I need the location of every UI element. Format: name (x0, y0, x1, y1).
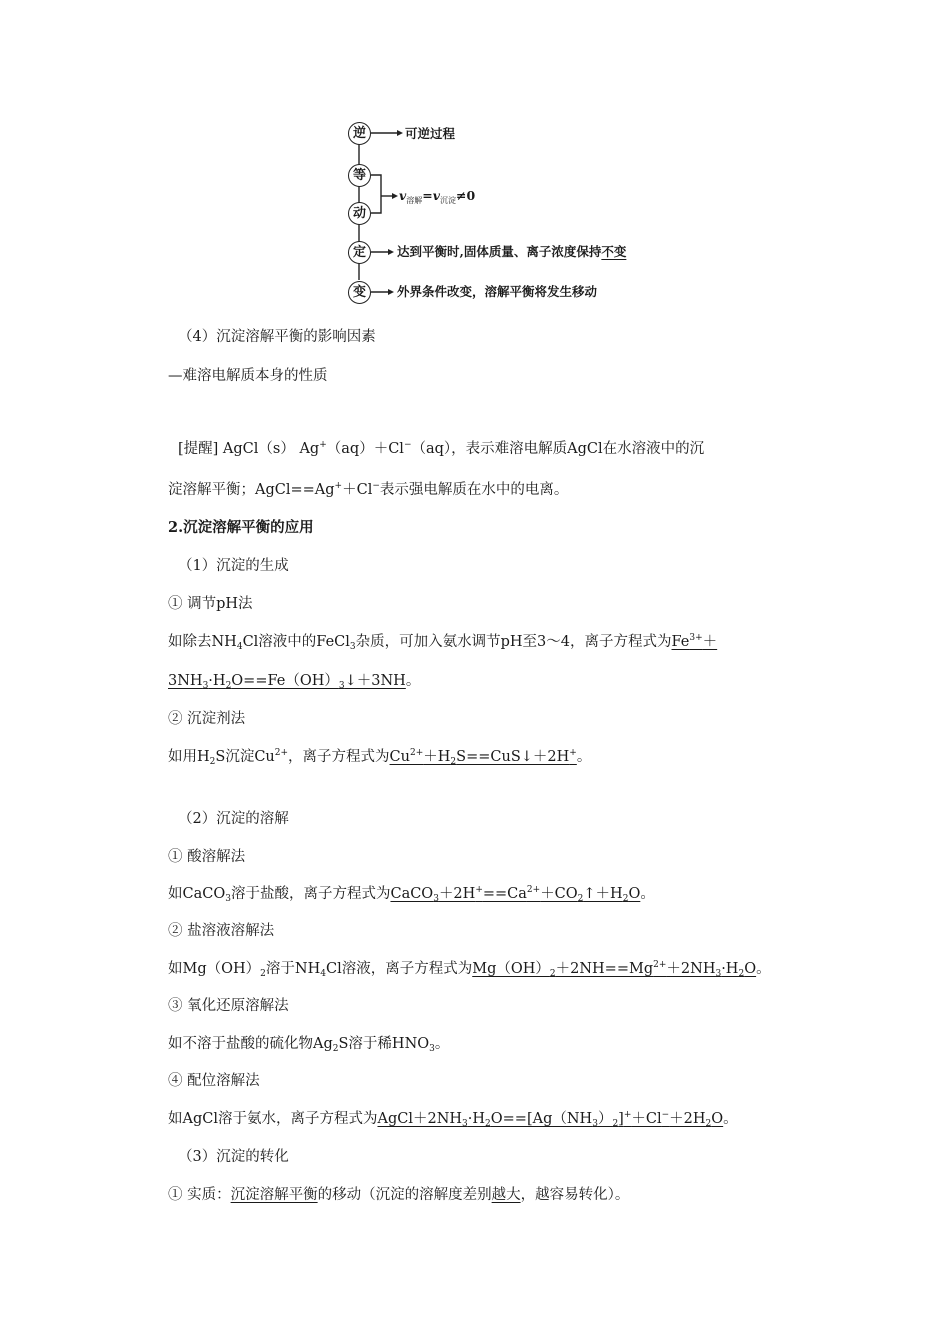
method-salt-solution: ② 盐溶液溶解法 (168, 923, 275, 939)
equilibrium-characteristics-diagram (340, 118, 640, 313)
node-change: 变 (348, 281, 371, 304)
method-precipitant: ② 沉淀剂法 (168, 711, 246, 727)
label-change: 外界条件改变，溶解平衡将发生移动 (397, 284, 598, 299)
precipitation-dissolution-heading: （2）沉淀的溶解 (178, 811, 289, 827)
conversion-essence-line: ① 实质：沉淀溶解平衡的移动（沉淀的溶解度差别越大，越容易转化）。 (168, 1187, 630, 1203)
method-coordination: ④ 配位溶解法 (168, 1073, 260, 1089)
example-agcl-line: 如AgCl溶于氨水，离子方程式为$AgCl+2NH_3\cdot H_2O==[Ag(NH_3)_2]^++Cl^-+2H_2O$。 (168, 1110, 738, 1129)
example-mgoh2-line: 如$Mg(OH)_2$溶于$NH_4Cl$溶液，离子方程式为$Mg(OH)_2+2NH==Mg^{2+}+2NH_3\cdot H_2O$。 (168, 960, 771, 979)
node-reverse: 逆 (348, 122, 371, 145)
node-dynamic: 动 (348, 202, 371, 225)
method-redox: ③ 氧化还原溶解法 (168, 998, 289, 1014)
section-2-heading: 2.沉淀溶解平衡的应用 (168, 519, 314, 536)
example-fecl3-line-2: $3NH_3\cdot H_2O==Fe(OH)_3↓+3NH$。 (168, 673, 421, 691)
reminder-line-1: [提醒] AgCl（s） Ag+（aq）＋Cl−（aq），表示难溶电解质AgCl在水溶液中的沉 (178, 440, 705, 457)
node-fixed: 定 (348, 241, 371, 264)
precipitation-conversion-heading: （3）沉淀的转化 (178, 1149, 289, 1165)
influencing-factors-heading: （4）沉淀溶解平衡的影响因素 (178, 329, 376, 345)
label-rate-equation: $v_{溶解}=v_{沉淀}\ne 0$ (399, 188, 476, 205)
label-fixed: 达到平衡时,固体质量、离子浓度保持不变 (397, 244, 627, 259)
node-equal: 等 (348, 164, 371, 187)
example-h2s-line: 如用$H_2S$沉淀$Cu^{2+}$，离子方程式为$Cu^{2+}+H_2S==CuS↓+2H^+$。 (168, 748, 592, 767)
method-ph-adjust: ① 调节pH法 (168, 596, 253, 612)
example-caco3-line: 如CaCO$_3$溶于盐酸，离子方程式为$CaCO_3+2H^+==Ca^{2+}+CO_2↑+H_2O$。 (168, 885, 655, 904)
method-acid-dissolution: ① 酸溶解法 (168, 849, 246, 865)
intrinsic-nature-line: —难溶电解质本身的性质 (168, 368, 328, 384)
example-ag2s-line: 如不溶于盐酸的硫化物$Ag_2S$溶于稀$HNO_3$。 (168, 1036, 450, 1054)
label-reversible: 可逆过程 (405, 126, 456, 141)
example-fecl3-line-1: 如除去$NH_4Cl$溶液中的FeCl$_3$杂质，可加入氨水调节pH至3～4，离子方程式为$Fe^{3+}+$ (168, 633, 718, 652)
precipitation-formation-heading: （1）沉淀的生成 (178, 558, 289, 574)
reminder-line-2: 淀溶解平衡；AgCl==Ag+＋Cl−表示强电解质在水中的电离。 (168, 481, 569, 498)
